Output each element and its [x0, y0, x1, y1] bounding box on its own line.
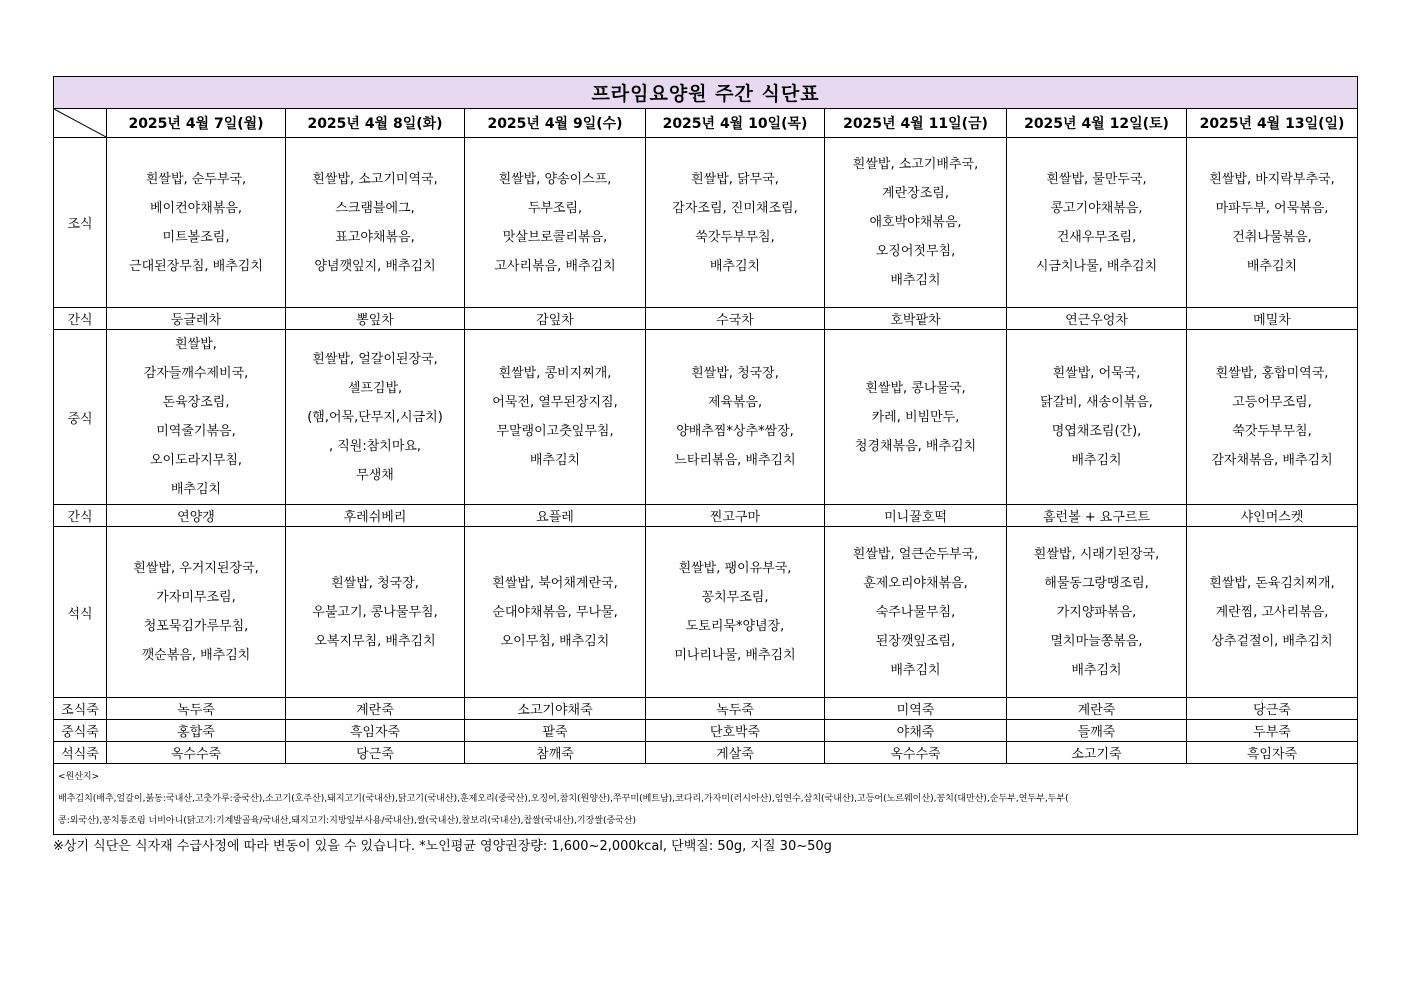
menu-item-line: 흰쌀밥, 청국장, — [331, 575, 419, 591]
snack-cell: 샤인머스켓 — [1187, 505, 1358, 527]
menu-item-line: 배추김치 — [1071, 662, 1122, 678]
row-label-dinner: 석식 — [54, 527, 107, 698]
menu-item-line: 배추김치 — [529, 453, 581, 468]
menu-item-line: 배추김치 — [1071, 453, 1122, 468]
menu-item-line: 청경채볶음, 배추김치 — [854, 438, 977, 454]
lunch-row — [54, 330, 1358, 505]
porridge-cell: 흑임자죽 — [286, 720, 465, 742]
menu-item-line: 스크램블에그, — [335, 200, 415, 216]
menu-item-line: 애호박야채볶음, — [869, 215, 962, 230]
menu-item-line: 오징어젓무침, — [875, 244, 956, 259]
day-header: 2025년 4월 11일(금) — [825, 109, 1007, 138]
menu-item-line: 배추김치 — [709, 258, 761, 274]
menu-item-line: 흰쌀밥, 닭무국, — [691, 171, 779, 187]
day-header: 2025년 4월 8일(화) — [286, 109, 465, 138]
menu-item-line: 건취나물볶음, — [1232, 229, 1312, 245]
menu-item-line: 근대된장무침, 배추김치 — [129, 258, 263, 274]
snack-cell: 뽕잎차 — [286, 308, 465, 330]
menu-item-line: 감자채볶음, 배추김치 — [1211, 453, 1333, 468]
menu-item-line: , 직원:참치마요, — [328, 438, 422, 454]
snack-pm-row — [54, 505, 1358, 527]
menu-cell — [107, 138, 286, 308]
menu-cell — [825, 138, 1007, 308]
dinner-row — [54, 527, 1358, 698]
menu-cell — [646, 330, 825, 505]
menu-item-line: 맛살브로콜리볶음, — [502, 229, 608, 245]
row-label-breakfast-porridge: 조식죽 — [54, 698, 107, 720]
origin-line-1: 배추김치(배추,얼갈이,붉동:국내산,고춧가루:중국산),소고기(호주산),돼지고기(국내산),닭고기(국내산),훈제오리(중국산),오징어,참치(원양산),쭈꾸미(베트남),코다리,가자미(러시아산),임연수,삼치(국내산),고등어(노르웨이산),꽁치(대만산),순두부,연두부,두부( — [58, 794, 1069, 804]
row-label-snack-am: 간식 — [54, 308, 107, 330]
menu-item-line: 건새우무조림, — [1056, 229, 1137, 245]
snack-cell: 연근우엉차 — [1007, 308, 1187, 330]
menu-item-line: 흰쌀밥, 얼갈이된장국, — [312, 351, 438, 367]
row-label-lunch-porridge: 중식죽 — [54, 720, 107, 742]
menu-cell — [465, 330, 646, 505]
menu-item-line: 청포묵김가루무침, — [143, 619, 249, 634]
menu-item-line: 셀프김밥, — [347, 380, 403, 396]
row-label-lunch: 중식 — [54, 330, 107, 505]
day-header: 2025년 4월 12일(토) — [1007, 109, 1187, 138]
menu-cell — [825, 330, 1007, 505]
menu-item-line: 꽁치무조림, — [701, 590, 769, 605]
menu-item-line: 콩고기야채볶음, — [1050, 200, 1143, 216]
origin-cell — [54, 764, 1358, 835]
snack-am-row — [54, 308, 1358, 330]
menu-item-line: 미역줄기볶음, — [156, 424, 236, 439]
menu-item-line: 깻순볶음, 배추김치 — [141, 648, 251, 663]
menu-item-line: 오복지무침, 배추김치 — [314, 633, 436, 649]
menu-cell — [825, 527, 1007, 698]
menu-item-line: 흰쌀밥, 얼큰순두부국, — [852, 546, 979, 562]
menu-item-line: 양배추찜*상추*쌈장, — [676, 424, 794, 439]
menu-item-line: 숙주나물무침, — [875, 604, 956, 620]
porridge-cell: 옥수수죽 — [107, 742, 286, 764]
menu-cell — [465, 138, 646, 308]
origin-heading: <원산지> — [58, 772, 100, 782]
menu-item-line: 쑥갓두부무침, — [695, 229, 775, 245]
porridge-cell: 홍합죽 — [107, 720, 286, 742]
row-label-breakfast: 조식 — [54, 138, 107, 308]
menu-item-line: 계란찜, 고사리볶음, — [1215, 604, 1329, 620]
porridge-cell: 팥죽 — [465, 720, 646, 742]
porridge-cell: 들깨죽 — [1007, 720, 1187, 742]
day-header: 2025년 4월 13일(일) — [1187, 109, 1358, 138]
day-header: 2025년 4월 10일(목) — [646, 109, 825, 138]
snack-cell: 감잎차 — [465, 308, 646, 330]
menu-item-line: 미나리나물, 배추김치 — [674, 648, 796, 663]
origin-line-2: 콩:외국산),꽁치통조림 너비아니(닭고기:기계발골육/국내산,돼지고기:지방잎부사용/국내산),쌀(국내산),찰보리(국내산),찹쌀(국내산),기장쌀(중국산) — [58, 816, 637, 826]
menu-item-line: 흰쌀밥, 홍합미역국, — [1215, 366, 1329, 381]
menu-item-line: 배추김치 — [890, 662, 941, 678]
menu-item-line: 해물동그랑땡조림, — [1044, 575, 1149, 591]
menu-item-line: 쑥갓두부무침, — [1232, 424, 1312, 439]
menu-item-line: 제육볶음, — [707, 395, 763, 410]
menu-cell — [107, 527, 286, 698]
porridge-cell: 참깨죽 — [465, 742, 646, 764]
menu-item-line: 흰쌀밥, 돈육김치찌개, — [1209, 575, 1335, 591]
menu-title: 프라임요양원 주간 식단표 — [54, 77, 1358, 109]
porridge-cell: 미역죽 — [825, 698, 1007, 720]
menu-item-line: 오이도라지무침, — [149, 453, 243, 468]
menu-item-line: 흰쌀밥, 팽이유부국, — [678, 561, 792, 576]
menu-item-line: 표고야채볶음, — [335, 229, 415, 245]
porridge-cell: 흑임자죽 — [1187, 742, 1358, 764]
menu-item-line: 오이무침, 배추김치 — [500, 633, 610, 649]
menu-cell — [1007, 330, 1187, 505]
menu-item-line: 흰쌀밥, 소고기배추국, — [852, 157, 979, 172]
menu-item-line: 미트볼조림, — [162, 229, 230, 245]
menu-cell — [286, 330, 465, 505]
menu-item-line: 가지양파볶음, — [1056, 604, 1137, 620]
breakfast-row — [54, 138, 1358, 308]
menu-cell — [646, 527, 825, 698]
menu-item-line: 흰쌀밥, 바지락부추국, — [1209, 171, 1335, 187]
menu-item-line: 고사리볶음, 배추김치 — [494, 258, 616, 274]
menu-item-line: 흰쌀밥, 콩비지찌개, — [498, 366, 612, 381]
menu-cell — [1187, 138, 1358, 308]
menu-item-line: 가자미무조림, — [156, 590, 236, 605]
snack-cell: 요플레 — [465, 505, 646, 527]
snack-cell: 메밀차 — [1187, 308, 1358, 330]
menu-item-line: 카레, 비빔만두, — [871, 409, 960, 425]
day-header: 2025년 4월 9일(수) — [465, 109, 646, 138]
porridge-cell: 소고기죽 — [1007, 742, 1187, 764]
menu-item-line: 마파두부, 어묵볶음, — [1215, 200, 1329, 216]
porridge-cell: 당근죽 — [286, 742, 465, 764]
menu-item-line: 배추김치 — [1246, 258, 1298, 274]
porridge-cell: 계란죽 — [1007, 698, 1187, 720]
menu-item-line: 흰쌀밥, 북어채계란국, — [492, 575, 618, 591]
origin-row — [54, 764, 1358, 835]
menu-item-line: 베이컨야채볶음, — [149, 200, 243, 216]
porridge-cell: 단호박죽 — [646, 720, 825, 742]
porridge-cell: 당근죽 — [1187, 698, 1358, 720]
menu-item-line: 배추김치 — [890, 273, 941, 288]
menu-item-line: 명엽채조림(간), — [1051, 424, 1142, 439]
menu-item-line: 무말랭이고춧잎무침, — [496, 424, 614, 439]
menu-item-line: 감자들깨수제비국, — [143, 366, 249, 381]
menu-item-line: 고등어무조림, — [1232, 395, 1312, 410]
weekly-menu-table — [53, 76, 1358, 835]
snack-cell: 연양갱 — [107, 505, 286, 527]
menu-cell — [646, 138, 825, 308]
snack-cell: 후레쉬베리 — [286, 505, 465, 527]
menu-item-line: 흰쌀밥, 콩나물국, — [865, 380, 966, 396]
menu-item-line: 닭갈비, 새송이볶음, — [1040, 395, 1153, 410]
menu-cell — [286, 527, 465, 698]
menu-item-line: 어묵전, 열무된장지짐, — [492, 395, 618, 410]
menu-item-line: 흰쌀밥, 물만두국, — [1046, 171, 1147, 187]
snack-cell: 둥글레차 — [107, 308, 286, 330]
menu-item-line: 느타리볶음, 배추김치 — [674, 453, 796, 468]
menu-cell — [1187, 330, 1358, 505]
corner-cell — [54, 109, 107, 138]
snack-cell: 찐고구마 — [646, 505, 825, 527]
menu-item-line: 멸치마늘쫑볶음, — [1050, 633, 1143, 649]
menu-item-line: 흰쌀밥, 순두부국, — [145, 171, 247, 187]
porridge-cell: 옥수수죽 — [825, 742, 1007, 764]
menu-item-line: 흰쌀밥, — [175, 337, 217, 352]
menu-item-line: (햄,어묵,단무지,시금치) — [307, 409, 443, 425]
day-header: 2025년 4월 7일(월) — [107, 109, 286, 138]
menu-item-line: 흰쌀밥, 양송이스프, — [498, 171, 612, 187]
menu-item-line: 된장깻잎조림, — [875, 633, 956, 649]
menu-item-line: 양념깻잎지, 배추김치 — [314, 258, 436, 274]
snack-cell: 수국차 — [646, 308, 825, 330]
menu-item-line: 흰쌀밥, 청국장, — [691, 366, 779, 381]
footnote: ※상기 식단은 식자재 수급사정에 따라 변동이 있을 수 있습니다. *노인평균 영양권장량: 1,600~2,000kcal, 단백질: 50g, 지질 30~50g — [53, 839, 832, 854]
breakfast-porridge-row — [54, 698, 1358, 720]
menu-item-line: 감자조림, 진미채조림, — [672, 200, 798, 216]
menu-item-line: 돈육장조림, — [162, 395, 230, 410]
menu-item-line: 두부조림, — [527, 200, 583, 216]
porridge-cell: 소고기야채죽 — [465, 698, 646, 720]
row-label-dinner-porridge: 석식죽 — [54, 742, 107, 764]
porridge-cell: 계란죽 — [286, 698, 465, 720]
menu-item-line: 우불고기, 콩나물무침, — [312, 604, 438, 620]
menu-item-line: 상추겉절이, 배추김치 — [1211, 633, 1333, 649]
snack-cell: 홈런볼 + 요구르트 — [1007, 505, 1187, 527]
menu-item-line: 배추김치 — [170, 482, 222, 497]
snack-cell: 호박팥차 — [825, 308, 1007, 330]
menu-item-line: 계란장조림, — [882, 186, 949, 201]
porridge-cell: 녹두죽 — [646, 698, 825, 720]
menu-item-line: 흰쌀밥, 시래기된장국, — [1033, 546, 1160, 562]
menu-cell — [1187, 527, 1358, 698]
row-label-snack-pm: 간식 — [54, 505, 107, 527]
menu-cell — [465, 527, 646, 698]
porridge-cell: 야채죽 — [825, 720, 1007, 742]
menu-item-line: 흰쌀밥, 어묵국, — [1052, 366, 1141, 381]
menu-cell — [1007, 138, 1187, 308]
menu-item-line: 흰쌀밥, 소고기미역국, — [312, 171, 438, 187]
lunch-porridge-row — [54, 720, 1358, 742]
menu-cell — [286, 138, 465, 308]
porridge-cell: 두부죽 — [1187, 720, 1358, 742]
menu-item-line: 시금치나물, 배추김치 — [1035, 258, 1158, 274]
menu-item-line: 도토리묵*양념장, — [685, 619, 785, 634]
menu-cell — [1007, 527, 1187, 698]
menu-item-line: 순대야채볶음, 무나물, — [492, 604, 618, 620]
menu-item-line: 훈제오리야채볶음, — [863, 575, 968, 591]
porridge-cell: 게살죽 — [646, 742, 825, 764]
menu-cell — [107, 330, 286, 505]
menu-item-line: 무생채 — [356, 467, 394, 483]
dinner-porridge-row — [54, 742, 1358, 764]
menu-item-line: 흰쌀밥, 우거지된장국, — [133, 561, 259, 576]
snack-cell: 미니꿀호떡 — [825, 505, 1007, 527]
porridge-cell: 녹두죽 — [107, 698, 286, 720]
